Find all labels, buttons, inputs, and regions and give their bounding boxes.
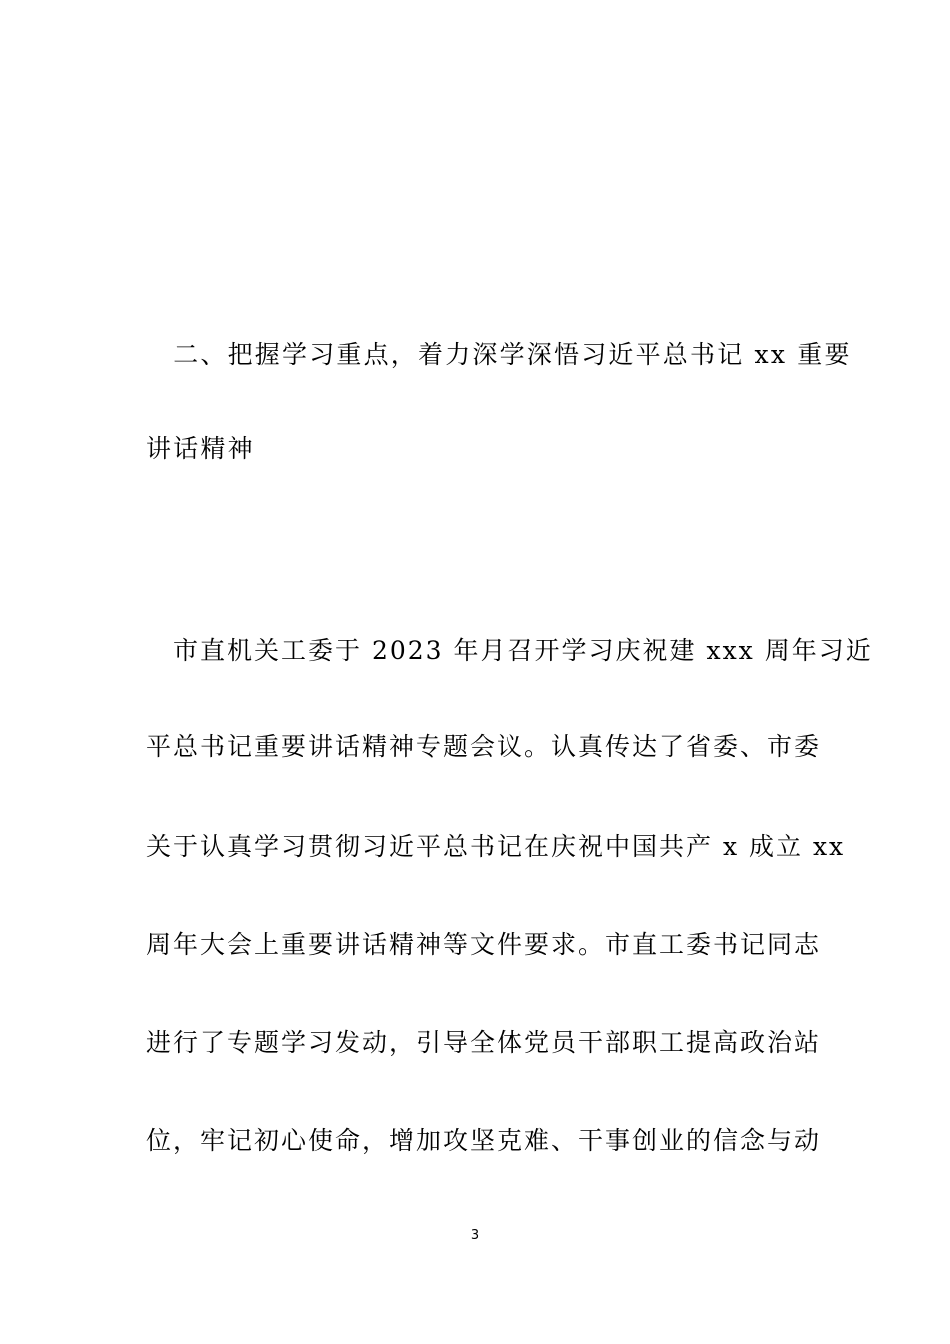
paragraph-line: 位，牢记初心使命，增加攻坚克难、干事创业的信念与动 [146, 1126, 822, 1155]
paragraph-line: 平总书记重要讲话精神专题会议。认真传达了省委、市委 [146, 732, 822, 761]
page-number: 3 [470, 1228, 480, 1243]
paragraph-line: 进行了专题学习发动，引导全体党员干部职工提高政治站 [146, 1028, 822, 1057]
heading-line: 讲话精神 [146, 434, 255, 463]
heading-line: 二、把握学习重点，着力深学深悟习近平总书记 xx 重要 [146, 340, 852, 369]
paragraph-line: 周年大会上重要讲话精神等文件要求。市直工委书记同志 [146, 930, 822, 959]
paragraph-line: 市直机关工委于 2023 年月召开学习庆祝建 xxx 周年习近 [146, 636, 873, 665]
paragraph-line: 关于认真学习贯彻习近平总书记在庆祝中国共产 x 成立 xx [146, 832, 846, 861]
